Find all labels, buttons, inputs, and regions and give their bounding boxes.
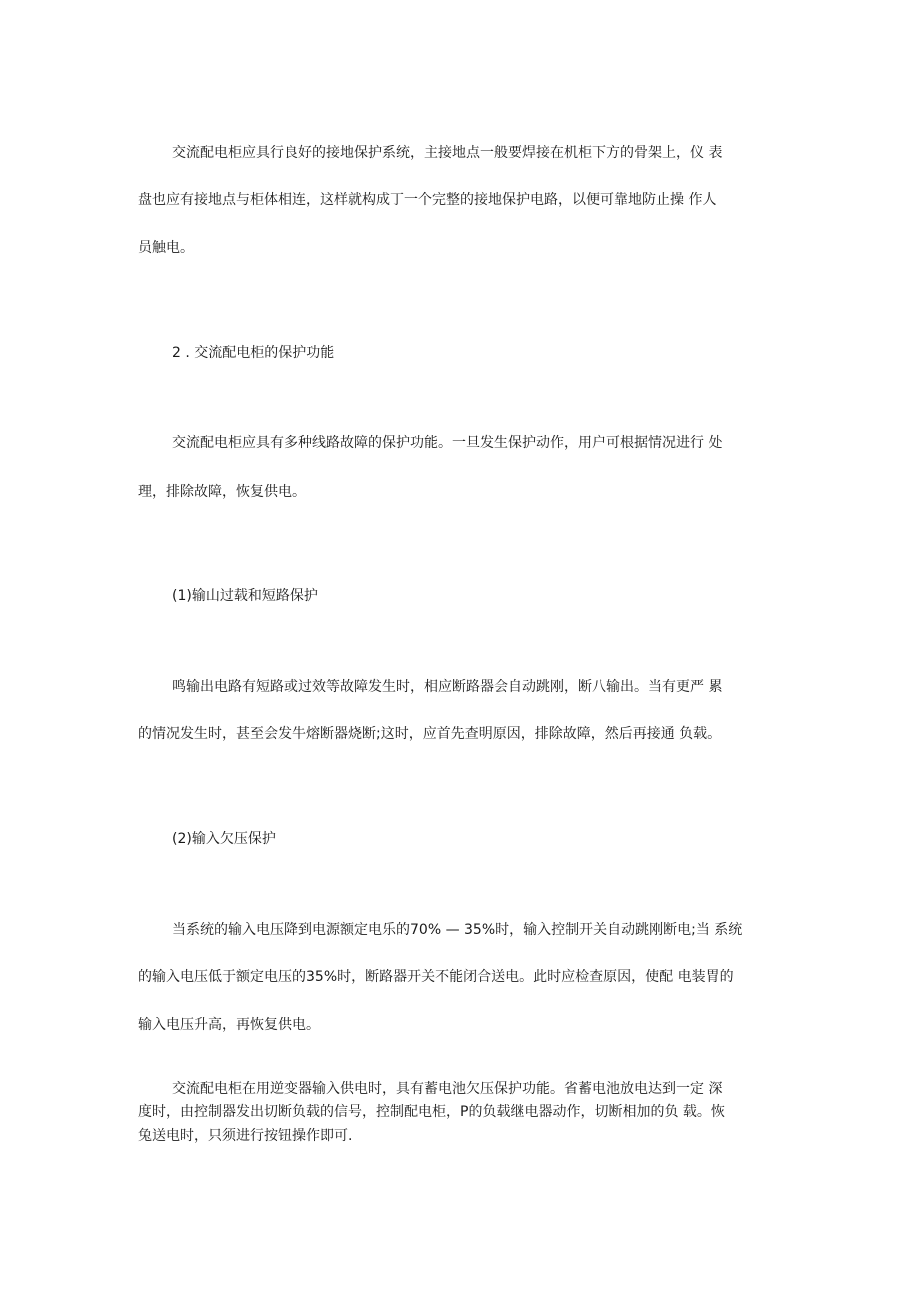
subsection-1-heading: (1)输山过载和短路保护 xyxy=(172,588,318,604)
paragraph-5-line-1: 交流配电柜在用逆变器输入供电时，具有蓄电池欠压保护功能。省蓄电池放电达到一定 深 xyxy=(172,1081,723,1097)
paragraph-2-line-1: 交流配电柜应具有多种线路故障的保护功能。一旦发生保护动作，用户可根据情况进行 处 xyxy=(172,435,723,451)
paragraph-1-line-1: 交流配电柜应具行良好的接地保护系统，主接地点一般要焊接在机柜下方的骨架上，仪 表 xyxy=(172,145,723,161)
paragraph-3-line-1: 鸣输出电路有短路或过效等故障发生时，相应断路器会自动跳刚，断八输出。当有更严 累 xyxy=(172,679,723,695)
subsection-2-heading: (2)输入欠压保护 xyxy=(172,831,276,847)
paragraph-4-line-3: 输入电压升高，再恢复供电。 xyxy=(138,1017,320,1033)
paragraph-3-line-2: 的情况发生时，甚至会发牛熔断器烧断;这时，应首先查明原因，排除故障，然后再接通 负载。 xyxy=(138,726,722,742)
paragraph-2-line-2: 理，排除故障，恢复供电。 xyxy=(138,484,306,500)
paragraph-4-line-1: 当系统的输入电压降到电源额定电乐的70% — 35%时，输入控制开关自动跳刚断电;当 系统 xyxy=(172,922,743,938)
paragraph-4-line-2: 的输入电压低于额定电压的35%时，断路器开关不能闭合送电。此时应检查原因，使配 电装胃的 xyxy=(138,969,734,985)
section-2-heading: 2 . 交流配电柜的保护功能 xyxy=(172,345,335,361)
paragraph-1-line-2: 盘也应有接地点与柜体相连，这样就构成丁一个完整的接地保护电路，以便可靠地防止操 作人 xyxy=(138,192,717,208)
paragraph-5-line-3: 兔送电时，只须进行按钮操作即可. xyxy=(138,1128,353,1144)
paragraph-5-line-2: 度时，由控制器发出切断负载的信号，控制配电柜，P的负载继电器动作，切断相加的负 载。恢 xyxy=(138,1104,725,1120)
paragraph-1-line-3: 员触电。 xyxy=(138,240,194,256)
